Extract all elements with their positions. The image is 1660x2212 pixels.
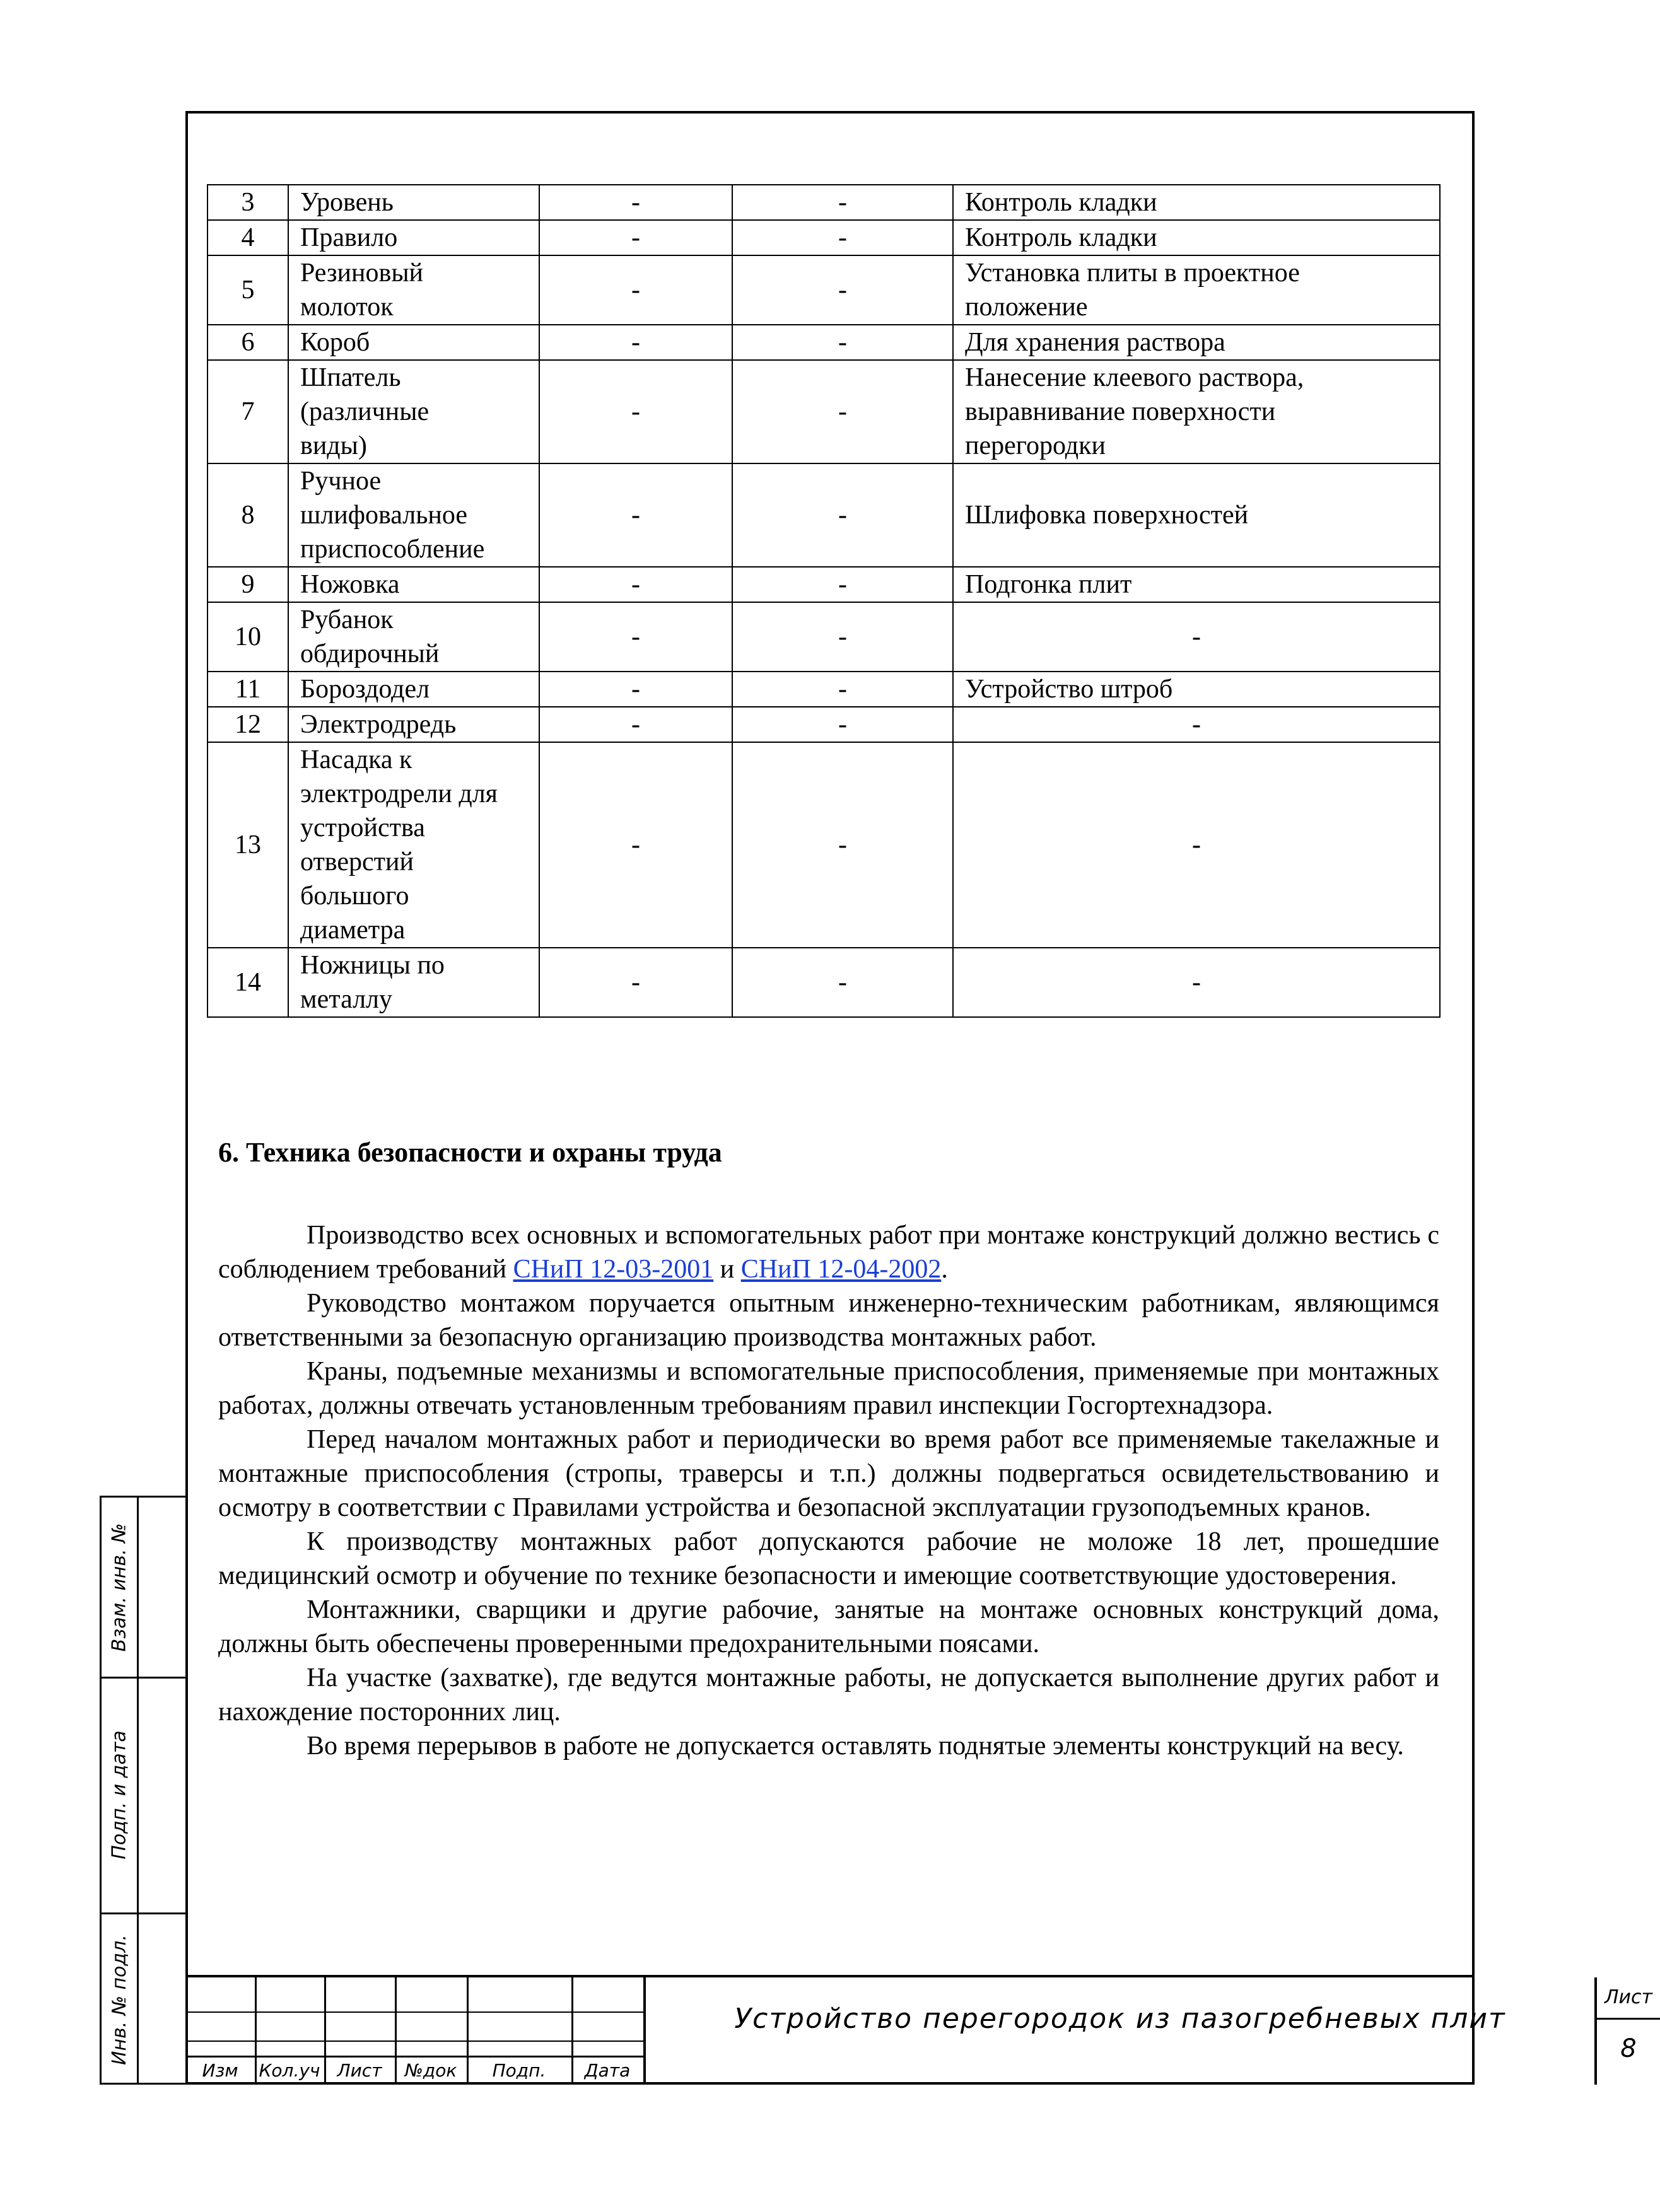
- column-4-value: -: [732, 220, 953, 255]
- sheet-number: 8: [1620, 2034, 1637, 2063]
- column-3-value: -: [539, 742, 732, 948]
- equipment-table-body: [208, 185, 1440, 1017]
- column-3-value: -: [539, 185, 732, 220]
- snip-12-04-2002-link[interactable]: СНиП 12-04-2002: [740, 1255, 942, 1284]
- tool-name: Электродредь: [288, 707, 539, 742]
- tool-name: Короб: [288, 325, 539, 360]
- table-row: [208, 672, 1440, 707]
- stamp-label-ndok: №док: [404, 2060, 457, 2081]
- table-row: [208, 463, 1440, 567]
- table-row: [208, 742, 1440, 948]
- purpose-value: Устройство штроб: [953, 672, 1440, 707]
- row-number: 7: [208, 360, 288, 463]
- section-body: [218, 1218, 1439, 1763]
- purpose-value: -: [953, 742, 1440, 948]
- purpose-value: -: [953, 707, 1440, 742]
- paragraph-8: Во время перерывов в работе не допускается оставлять поднятые элементы конструкций на весу.: [307, 1732, 1404, 1761]
- table-row: [208, 948, 1440, 1017]
- purpose-value: Нанесение клеевого раствора, выравнивание поверхности перегородки: [953, 360, 1440, 463]
- paragraph-6: Монтажники, сварщики и другие рабочие, занятые на монтаже основных конструкций дома, должны быть обеспечены проверенными предохранительными поясами.: [218, 1595, 1439, 1658]
- column-4-value: -: [732, 255, 953, 325]
- tool-name: Ручное шлифовальное приспособление: [288, 463, 539, 567]
- inv-podl-label: Инв. № подл.: [108, 1934, 131, 2065]
- column-3-value: -: [539, 220, 732, 255]
- stamp-label-podp: Подп.: [492, 2060, 546, 2081]
- table-row: [208, 220, 1440, 255]
- equipment-table: [207, 184, 1441, 1018]
- tool-name: Уровень: [288, 185, 539, 220]
- column-4-value: -: [732, 742, 953, 948]
- column-4-value: -: [732, 948, 953, 1017]
- table-row: [208, 602, 1440, 672]
- stamp-label-izm: Изм: [202, 2060, 238, 2081]
- column-3-value: -: [539, 567, 732, 602]
- tool-name: Насадка к электродрели для устройства отверстий большого диаметра: [288, 742, 539, 948]
- purpose-value: Для хранения раствора: [953, 325, 1440, 360]
- stamp-label-koluch: Кол.уч: [259, 2060, 320, 2081]
- document-title: Устройство перегородок из пазогребневых плит: [734, 2003, 1506, 2035]
- row-number: 5: [208, 255, 288, 325]
- row-number: 10: [208, 602, 288, 672]
- paragraph-2: Руководство монтажом поручается опытным инженерно-техническим работникам, являющимся ответственными за безопасную организацию производства монтажных работ.: [218, 1289, 1439, 1352]
- purpose-value: Шлифовка поверхностей: [953, 463, 1440, 567]
- section-heading: 6. Техника безопасности и охраны труда: [218, 1137, 722, 1168]
- purpose-value: Установка плиты в проектное положение: [953, 255, 1440, 325]
- paragraph-5: К производству монтажных работ допускаются рабочие не моложе 18 лет, прошедшие медицинский осмотр и обучение по технике безопасности и имеющие соответствующие удостоверения.: [218, 1527, 1439, 1590]
- column-4-value: -: [732, 602, 953, 672]
- row-number: 8: [208, 463, 288, 567]
- column-3-value: -: [539, 707, 732, 742]
- table-row: [208, 255, 1440, 325]
- column-4-value: -: [732, 567, 953, 602]
- vzam-inv-label: Взам. инв. №: [108, 1523, 131, 1651]
- column-4-value: -: [732, 672, 953, 707]
- row-number: 4: [208, 220, 288, 255]
- column-4-value: -: [732, 463, 953, 567]
- sheet-label: Лист: [1604, 1986, 1653, 2008]
- stamp-label-list: Лист: [337, 2060, 382, 2081]
- tool-name: Рубанок обдирочный: [288, 602, 539, 672]
- margin-stamp-strip: [100, 1496, 185, 2085]
- paragraph-4: Перед началом монтажных работ и периодически во время работ все применяемые такелажные и монтажные приспособления (стропы, траверсы и т.п.) должны подвергаться освидетельствованию и осмотру в соответствии с Правилами устройства и безопасной эксплуатации грузоподъемных кранов.: [218, 1425, 1439, 1522]
- tool-name: Ножницы по металлу: [288, 948, 539, 1017]
- purpose-value: Подгонка плит: [953, 567, 1440, 602]
- tool-name: Шпатель (различные виды): [288, 360, 539, 463]
- table-row: [208, 707, 1440, 742]
- row-number: 6: [208, 325, 288, 360]
- table-row: [208, 360, 1440, 463]
- column-3-value: -: [539, 602, 732, 672]
- podp-data-label: Подп. и дата: [108, 1730, 131, 1860]
- paragraph-7: На участке (захватке), где ведутся монтажные работы, не допускается выполнение других работ и нахождение посторонних лиц.: [218, 1663, 1439, 1726]
- purpose-value: Контроль кладки: [953, 220, 1440, 255]
- column-4-value: -: [732, 185, 953, 220]
- paragraph-1: Производство всех основных и вспомогательных работ при монтаже конструкций должно вестись с соблюдением требований СНиП 12-03-2001 и СНиП 12-04-2002.: [218, 1221, 1439, 1284]
- purpose-value: -: [953, 948, 1440, 1017]
- tool-name: Правило: [288, 220, 539, 255]
- title-block: [185, 1975, 1653, 2085]
- column-3-value: -: [539, 463, 732, 567]
- snip-12-03-2001-link[interactable]: СНиП 12-03-2001: [513, 1255, 714, 1284]
- column-3-value: -: [539, 672, 732, 707]
- column-3-value: -: [539, 360, 732, 463]
- table-row: [208, 185, 1440, 220]
- purpose-value: Контроль кладки: [953, 185, 1440, 220]
- row-number: 12: [208, 707, 288, 742]
- table-row: [208, 567, 1440, 602]
- row-number: 13: [208, 742, 288, 948]
- stamp-label-data: Дата: [584, 2060, 631, 2081]
- column-4-value: -: [732, 360, 953, 463]
- tool-name: Бороздодел: [288, 672, 539, 707]
- row-number: 3: [208, 185, 288, 220]
- row-number: 9: [208, 567, 288, 602]
- paragraph-3: Краны, подъемные механизмы и вспомогательные приспособления, применяемые при монтажных работах, должны отвечать установленным требованиям правил инспекции Госгортехнадзора.: [218, 1357, 1439, 1420]
- column-3-value: -: [539, 948, 732, 1017]
- row-number: 11: [208, 672, 288, 707]
- column-3-value: -: [539, 325, 732, 360]
- table-row: [208, 325, 1440, 360]
- tool-name: Резиновый молоток: [288, 255, 539, 325]
- column-3-value: -: [539, 255, 732, 325]
- row-number: 14: [208, 948, 288, 1017]
- column-4-value: -: [732, 325, 953, 360]
- purpose-value: -: [953, 602, 1440, 672]
- column-4-value: -: [732, 707, 953, 742]
- tool-name: Ножовка: [288, 567, 539, 602]
